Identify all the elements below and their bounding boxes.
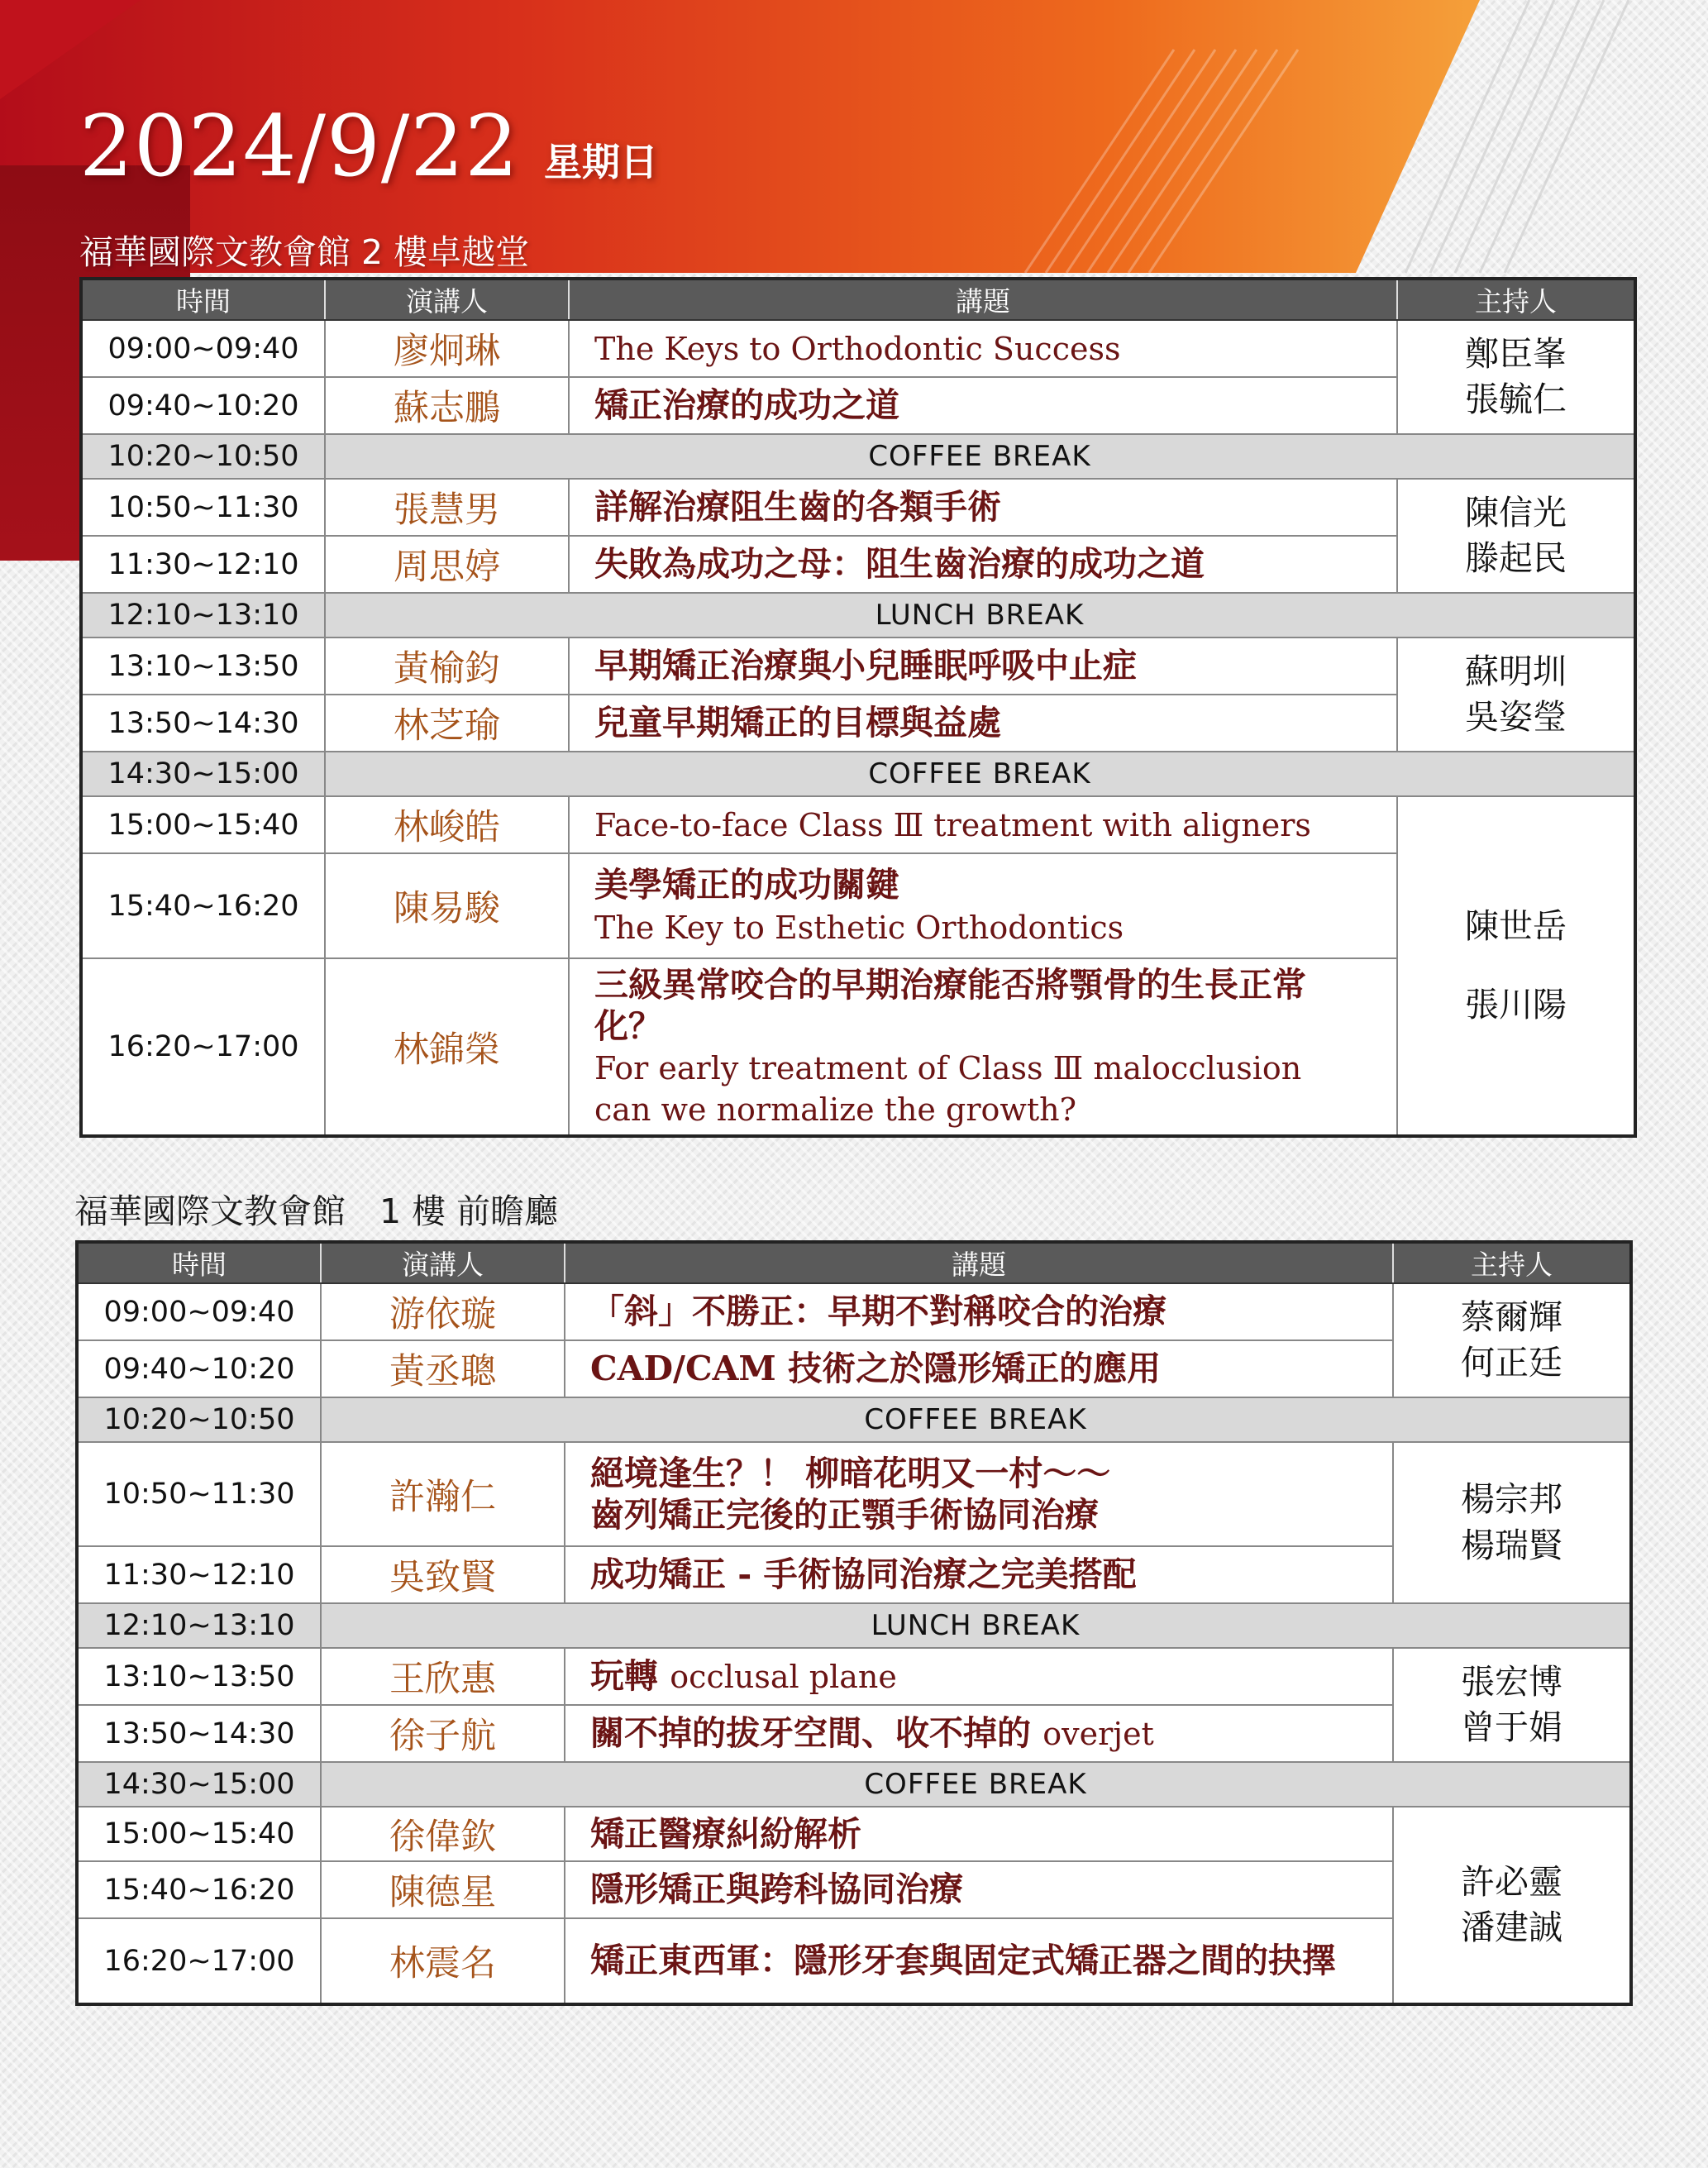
break-label: LUNCH BREAK <box>321 1603 1631 1648</box>
time-cell: 13:10~13:50 <box>77 1648 321 1705</box>
moderator-name: 何正廷 <box>1461 1343 1562 1382</box>
break-label: COFFEE BREAK <box>325 752 1635 796</box>
speaker-cell: 周思婷 <box>325 536 569 593</box>
moderator-name: 鄭臣峯 <box>1465 333 1567 374</box>
speaker-cell: 王欣惠 <box>321 1648 565 1705</box>
topic-cell <box>569 796 1397 853</box>
moderator-name: 陳世岳 <box>1465 905 1567 946</box>
break-label: LUNCH BREAK <box>325 593 1635 638</box>
time-cell: 15:00~15:40 <box>81 796 325 853</box>
topic-text-line1: 絕境逢生？！ 柳暗花明又一村～～ <box>590 1453 1111 1493</box>
table-row <box>77 1442 1631 1546</box>
moderator-cell <box>1393 1283 1631 1397</box>
break-label: COFFEE BREAK <box>321 1762 1631 1807</box>
topic-cell <box>565 1442 1393 1546</box>
topic-text-zh: 關不掉的拔牙空間、收不掉的 <box>590 1713 1031 1754</box>
table-row <box>77 1807 1631 1861</box>
speaker-cell: 吳致賢 <box>321 1546 565 1603</box>
break-row <box>77 1397 1631 1442</box>
topic-cell <box>569 853 1397 958</box>
moderator-name: 張毓仁 <box>1465 380 1567 419</box>
speaker-cell: 林錦榮 <box>325 958 569 1136</box>
topic-text-en: For early treatment of Class Ⅲ malocclusion can we normalize the growth? <box>594 1050 1302 1129</box>
topic-cell: 成功矯正 - 手術協同治療之完美搭配 <box>565 1546 1393 1603</box>
time-cell: 15:00~15:40 <box>77 1807 321 1861</box>
moderator-name: 陳信光 <box>1465 492 1567 532</box>
col-header-moderator: 主持人 <box>1393 1242 1631 1283</box>
moderator-name: 許必靈 <box>1461 1861 1562 1902</box>
table-row <box>77 1648 1631 1705</box>
break-row <box>81 752 1635 796</box>
topic-cell <box>565 1705 1393 1762</box>
time-cell: 16:20~17:00 <box>77 1918 321 2004</box>
time-cell: 10:50~11:30 <box>77 1442 321 1546</box>
time-cell: 10:20~10:50 <box>77 1397 321 1442</box>
moderator-spacer <box>1398 949 1634 982</box>
topic-cell: 矯正治療的成功之道 <box>569 377 1397 434</box>
date-heading <box>79 98 658 196</box>
table-row <box>81 479 1635 536</box>
time-cell: 13:50~14:30 <box>81 695 325 752</box>
speaker-cell: 徐偉欽 <box>321 1807 565 1861</box>
moderator-cell <box>1397 320 1635 434</box>
moderator-name: 蔡爾輝 <box>1461 1297 1562 1337</box>
col-header-speaker: 演講人 <box>321 1242 565 1283</box>
event-weekday: 星期日 <box>544 140 658 184</box>
moderator-name: 張宏博 <box>1461 1661 1562 1702</box>
moderator-name: 滕起民 <box>1465 538 1567 578</box>
time-cell: 09:00~09:40 <box>77 1283 321 1340</box>
topic-cell: 「斜」不勝正：早期不對稱咬合的治療 <box>565 1283 1393 1340</box>
time-cell: 10:50~11:30 <box>81 479 325 536</box>
time-cell: 13:10~13:50 <box>81 638 325 695</box>
topic-text-en: The Key to Esthetic Orthodontics <box>594 909 1124 946</box>
topic-text: Face-to-face Class Ⅲ treatment with aligners <box>594 807 1311 844</box>
topic-cell: 早期矯正治療與小兒睡眠呼吸中止症 <box>569 638 1397 695</box>
time-cell: 14:30~15:00 <box>77 1762 321 1807</box>
break-label: COFFEE BREAK <box>321 1397 1631 1442</box>
speaker-cell: 黃丞聰 <box>321 1340 565 1397</box>
moderator-cell <box>1397 479 1635 593</box>
time-cell: 13:50~14:30 <box>77 1705 321 1762</box>
time-cell: 10:20~10:50 <box>81 434 325 479</box>
topic-cell: 矯正醫療糾紛解析 <box>565 1807 1393 1861</box>
speaker-cell: 游依璇 <box>321 1283 565 1340</box>
topic-text-line2: 齒列矯正完後的正顎手術協同治療 <box>590 1495 1099 1535</box>
time-cell: 09:40~10:20 <box>81 377 325 434</box>
schedule-table-session2 <box>75 1240 1633 2006</box>
table-header-row <box>77 1242 1631 1283</box>
break-row <box>77 1762 1631 1807</box>
speaker-cell: 林芝瑜 <box>325 695 569 752</box>
moderator-cell <box>1393 1442 1631 1603</box>
topic-cell <box>569 320 1397 377</box>
time-cell: 09:40~10:20 <box>77 1340 321 1397</box>
topic-text-zh: 玩轉 <box>590 1656 658 1697</box>
speaker-cell: 徐子航 <box>321 1705 565 1762</box>
break-row <box>81 593 1635 638</box>
venue-title-session1: 福華國際文教會館 2 樓卓越堂 <box>79 232 530 272</box>
schedule-table-session1 <box>79 277 1637 1138</box>
moderator-name: 楊瑞賢 <box>1461 1525 1562 1565</box>
moderator-name: 潘建誠 <box>1461 1908 1562 1947</box>
topic-text-en: occlusal plane <box>670 1659 897 1696</box>
moderator-cell <box>1397 638 1635 752</box>
speaker-cell: 林峻皓 <box>325 796 569 853</box>
topic-cell <box>565 1648 1393 1705</box>
col-header-time: 時間 <box>81 279 325 320</box>
topic-text: The Keys to Orthodontic Success <box>594 331 1121 368</box>
topic-text-en: overjet <box>1042 1716 1154 1753</box>
speaker-cell: 林震名 <box>321 1918 565 2004</box>
time-cell: 12:10~13:10 <box>77 1603 321 1648</box>
table-row <box>81 638 1635 695</box>
col-header-topic: 講題 <box>569 279 1397 320</box>
moderator-cell <box>1393 1648 1631 1762</box>
break-row <box>81 434 1635 479</box>
col-header-moderator: 主持人 <box>1397 279 1635 320</box>
speaker-cell: 許瀚仁 <box>321 1442 565 1546</box>
time-cell: 14:30~15:00 <box>81 752 325 796</box>
moderator-name: 張川陽 <box>1465 985 1567 1025</box>
break-row <box>77 1603 1631 1648</box>
col-header-topic: 講題 <box>565 1242 1393 1283</box>
topic-text-zh: 三級異常咬合的早期治療能否將顎骨的生長正常化？ <box>594 965 1306 1047</box>
moderator-name: 曾于娟 <box>1461 1707 1562 1747</box>
moderator-name: 楊宗邦 <box>1461 1479 1562 1520</box>
speaker-cell: 蘇志鵬 <box>325 377 569 434</box>
time-cell: 11:30~12:10 <box>81 536 325 593</box>
topic-cell: 失敗為成功之母：阻生齒治療的成功之道 <box>569 536 1397 593</box>
table-row <box>81 796 1635 853</box>
time-cell: 16:20~17:00 <box>81 958 325 1136</box>
topic-cell: CAD/CAM 技術之於隱形矯正的應用 <box>565 1340 1393 1397</box>
speaker-cell: 陳易駿 <box>325 853 569 958</box>
moderator-name: 吳姿瑩 <box>1465 697 1567 737</box>
table-row <box>81 320 1635 377</box>
time-cell: 12:10~13:10 <box>81 593 325 638</box>
speaker-cell: 廖炯琳 <box>325 320 569 377</box>
topic-text-zh: 美學矯正的成功關鍵 <box>594 865 899 905</box>
venue-title-session2: 福華國際文教會館 1 樓 前瞻廳 <box>74 1191 559 1231</box>
time-cell: 11:30~12:10 <box>77 1546 321 1603</box>
topic-cell <box>569 958 1397 1136</box>
break-label: COFFEE BREAK <box>325 434 1635 479</box>
col-header-time: 時間 <box>77 1242 321 1283</box>
speaker-cell: 陳德星 <box>321 1861 565 1918</box>
col-header-speaker: 演講人 <box>325 279 569 320</box>
table-header-row <box>81 279 1635 320</box>
topic-cell: 隱形矯正與跨科協同治療 <box>565 1861 1393 1918</box>
moderator-cell <box>1393 1807 1631 2004</box>
time-cell: 15:40~16:20 <box>81 853 325 958</box>
speaker-cell: 黃榆鈞 <box>325 638 569 695</box>
topic-cell: 詳解治療阻生齒的各類手術 <box>569 479 1397 536</box>
moderator-cell <box>1397 796 1635 1136</box>
table-row <box>77 1283 1631 1340</box>
topic-cell: 矯正東西軍：隱形牙套與固定式矯正器之間的抉擇 <box>565 1918 1393 2004</box>
moderator-name: 蘇明圳 <box>1465 651 1567 691</box>
event-date: 2024/9/22 <box>79 98 519 196</box>
topic-cell: 兒童早期矯正的目標與益處 <box>569 695 1397 752</box>
time-cell: 09:00~09:40 <box>81 320 325 377</box>
speaker-cell: 張慧男 <box>325 479 569 536</box>
time-cell: 15:40~16:20 <box>77 1861 321 1918</box>
